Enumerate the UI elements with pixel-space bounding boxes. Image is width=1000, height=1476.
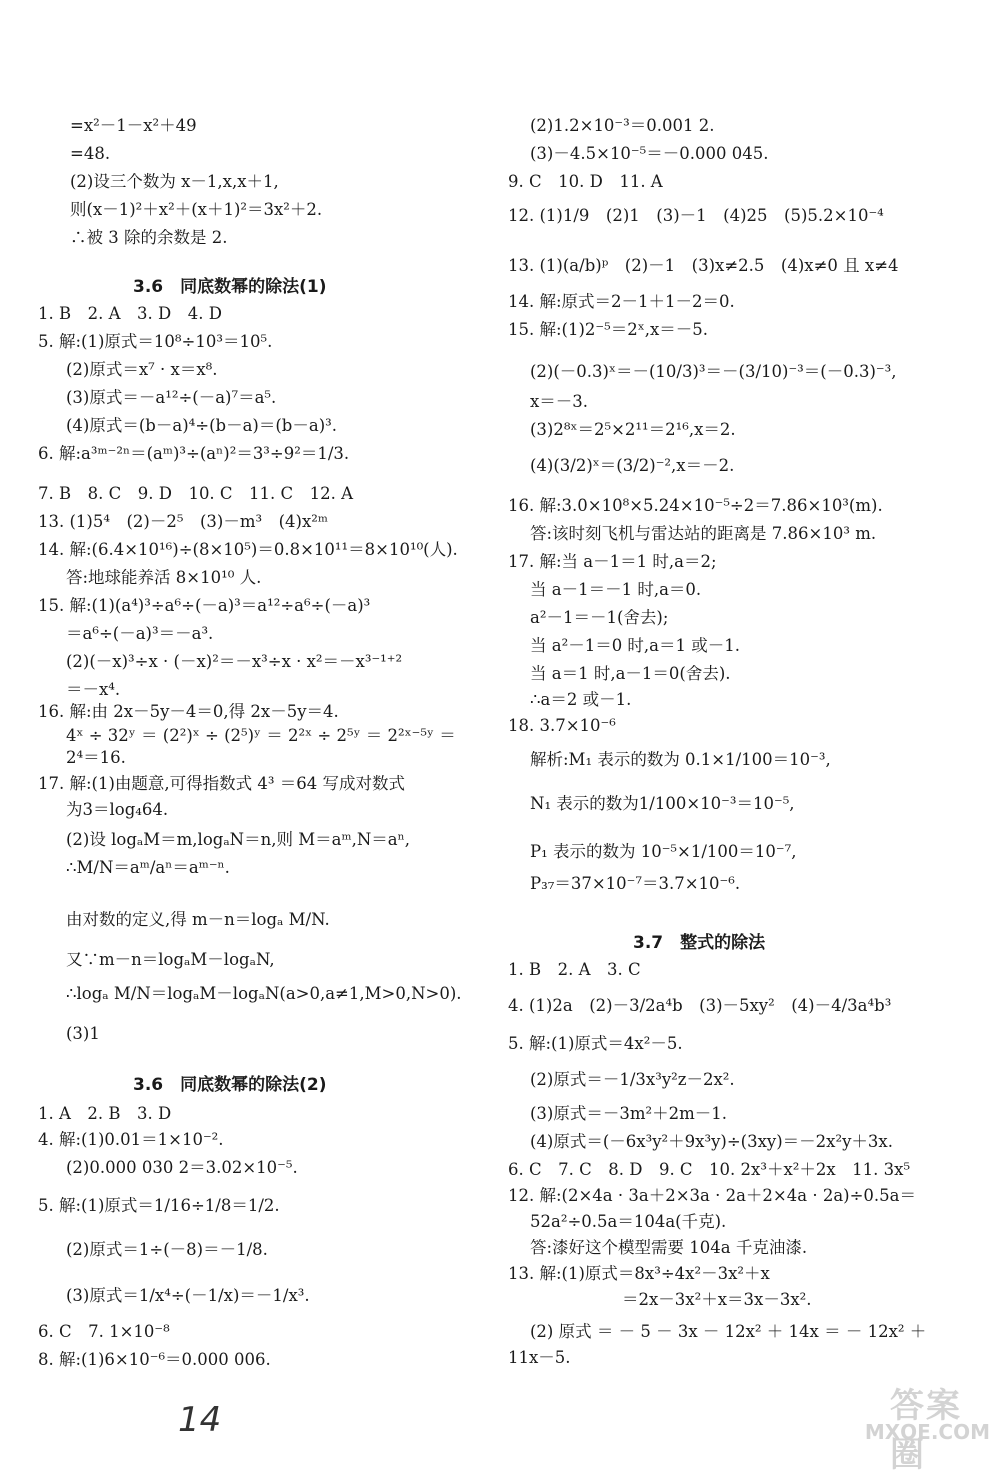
answer-line: (2)(－x)³÷x · (－x)²＝－x³÷x · x²＝－x³⁻¹⁺² bbox=[66, 652, 403, 671]
answer-line: 5. 解:(1)原式＝4x²－5. bbox=[508, 1034, 683, 1053]
answer-line: (4)原式＝(－6x³y²＋9x³y)÷(3xy)＝－2x²y＋3x. bbox=[530, 1132, 893, 1151]
answer-line: 答:地球能养活 8×10¹⁰ 人. bbox=[66, 568, 262, 587]
answer-line: (2)设三个数为 x－1,x,x＋1, bbox=[70, 172, 279, 191]
answer-line: (3)原式＝－a¹²÷(－a)⁷＝a⁵. bbox=[66, 388, 277, 407]
answer-line: 解析:M₁ 表示的数为 0.1×1/100＝10⁻³, bbox=[530, 750, 831, 769]
answer-line: 1. A 2. B 3. D bbox=[38, 1104, 172, 1123]
answer-line: =x²－1－x²＋49 bbox=[70, 116, 197, 135]
answer-line: 2⁴＝16. bbox=[66, 748, 126, 767]
answer-line: 1. B 2. A 3. C bbox=[508, 960, 641, 979]
answer-line: 13. (1)5⁴ (2)－2⁵ (3)－m³ (4)x²ᵐ bbox=[38, 512, 328, 531]
answer-line: 16. 解:3.0×10⁸×5.24×10⁻⁵÷2＝7.86×10³(m). bbox=[508, 496, 883, 515]
answer-line: 16. 解:由 2x－5y－4＝0,得 2x－5y＝4. bbox=[38, 702, 339, 721]
answer-line: 又∵m－n＝logₐM－logₐN, bbox=[66, 950, 275, 969]
answer-line: P₁ 表示的数为 10⁻⁵×1/100＝10⁻⁷, bbox=[530, 842, 797, 861]
answer-line: 7. B 8. C 9. D 10. C 11. C 12. A bbox=[38, 484, 354, 503]
answer-line: (4)(3/2)ˣ＝(3/2)⁻²,x＝－2. bbox=[530, 456, 735, 475]
answer-line: 5. 解:(1)原式＝10⁸÷10³＝10⁵. bbox=[38, 332, 273, 351]
answer-line: 4ˣ ÷ 32ʸ ＝ (2²)ˣ ÷ (2⁵)ʸ ＝ 2²ˣ ÷ 2⁵ʸ ＝ 2²ˣ⁻⁵ʸ ＝ bbox=[66, 726, 456, 745]
answer-line: 答:该时刻飞机与雷达站的距离是 7.86×10³ m. bbox=[530, 524, 877, 543]
answer-line: 1. B 2. A 3. D 4. D bbox=[38, 304, 222, 323]
answer-line: 12. 解:(2×4a · 3a＋2×3a · 2a＋2×4a · 2a)÷0.5a＝ bbox=[508, 1186, 917, 1205]
answer-line: ∴logₐ M/N＝logₐM－logₐN(a>0,a≠1,M>0,N>0). bbox=[66, 984, 462, 1003]
answer-line: ∴被 3 除的余数是 2. bbox=[70, 228, 228, 247]
answer-line: (2)0.000 030 2＝3.02×10⁻⁵. bbox=[66, 1158, 298, 1177]
answer-line: (2) 原式 ＝ － 5 － 3x － 12x² ＋ 14x ＝ － 12x² ＋ bbox=[530, 1322, 927, 1341]
answer-line: ＝2x－3x²＋x＝3x－3x². bbox=[622, 1290, 812, 1309]
answer-line: a²－1＝－1(舍去); bbox=[530, 608, 669, 627]
answer-line: 5. 解:(1)原式＝1/16÷1/8＝1/2. bbox=[38, 1196, 280, 1215]
answer-line: 则(x－1)²＋x²＋(x＋1)²＝3x²＋2. bbox=[70, 200, 323, 219]
answer-line: 9. C 10. D 11. A bbox=[508, 172, 663, 191]
answer-line: =48. bbox=[70, 144, 111, 163]
answer-line: (2)原式＝－1/3x³y²z－2x². bbox=[530, 1070, 735, 1089]
answer-line: 答:漆好这个模型需要 104a 千克油漆. bbox=[530, 1238, 808, 1257]
answer-line: 15. 解:(1)2⁻⁵＝2ˣ,x＝－5. bbox=[508, 320, 709, 339]
answer-line: N₁ 表示的数为1/100×10⁻³＝10⁻⁵, bbox=[530, 794, 795, 813]
answer-line: (2)原式＝1÷(－8)＝－1/8. bbox=[66, 1240, 268, 1259]
page-number: 14 bbox=[178, 1400, 222, 1440]
answer-line: ＝－x⁴. bbox=[66, 680, 121, 699]
answer-line: 14. 解:(6.4×10¹⁶)÷(8×10⁵)＝0.8×10¹¹＝8×10¹⁰(人). bbox=[38, 540, 458, 559]
answer-line: 由对数的定义,得 m－n＝logₐ M/N. bbox=[66, 910, 330, 929]
answer-line: 14. 解:原式＝2－1＋1－2＝0. bbox=[508, 292, 735, 311]
answer-line: 4. 解:(1)0.01＝1×10⁻². bbox=[38, 1130, 224, 1149]
answer-line: 18. 3.7×10⁻⁶ bbox=[508, 716, 616, 735]
answer-line: 4. (1)2a (2)－3/2a⁴b (3)－5xy² (4)－4/3a⁴b³ bbox=[508, 996, 892, 1015]
answer-line: (3)原式＝－3m²＋2m－1. bbox=[530, 1104, 728, 1123]
answer-line: (2)原式＝x⁷ · x＝x⁸. bbox=[66, 360, 218, 379]
answer-line: (2)设 logₐM＝m,logₐN＝n,则 M＝aᵐ,N＝aⁿ, bbox=[66, 830, 410, 849]
answer-line: (2)1.2×10⁻³＝0.001 2. bbox=[530, 116, 715, 135]
answer-line: 6. C 7. 1×10⁻⁸ bbox=[38, 1322, 170, 1341]
answer-line: 6. 解:a³ᵐ⁻²ⁿ＝(aᵐ)³÷(aⁿ)²＝3³÷9²＝1/3. bbox=[38, 444, 350, 463]
answer-line: 15. 解:(1)(a⁴)³÷a⁶÷(－a)³＝a¹²÷a⁶÷(－a)³ bbox=[38, 596, 371, 615]
answer-line: ＝a⁶÷(－a)³＝－a³. bbox=[66, 624, 214, 643]
answer-line: 为3＝log₄64. bbox=[66, 800, 169, 819]
answer-line: 17. 解:(1)由题意,可得指数式 4³ ＝64 写成对数式 bbox=[38, 774, 406, 793]
answer-line: 12. (1)1/9 (2)1 (3)－1 (4)25 (5)5.2×10⁻⁴ bbox=[508, 206, 884, 225]
answer-line: (3)原式＝1/x⁴÷(－1/x)＝－1/x³. bbox=[66, 1286, 310, 1305]
answer-line: 17. 解:当 a－1＝1 时,a＝2; bbox=[508, 552, 717, 571]
section-heading: 3.7 整式的除法 bbox=[633, 933, 766, 953]
answer-line: 8. 解:(1)6×10⁻⁶＝0.000 006. bbox=[38, 1350, 271, 1369]
answer-line: 当 a＝1 时,a－1＝0(舍去). bbox=[530, 664, 731, 683]
answer-line: 13. 解:(1)原式＝8x³÷4x²－3x²＋x bbox=[508, 1264, 770, 1283]
watermark-title: 答案圈 bbox=[890, 1386, 962, 1475]
answer-line: 52a²÷0.5a＝104a(千克). bbox=[530, 1212, 727, 1231]
answer-line: 11x－5. bbox=[508, 1348, 571, 1367]
section-heading: 3.6 同底数幂的除法(1) bbox=[133, 277, 327, 297]
answer-line: ∴a＝2 或－1. bbox=[530, 690, 632, 709]
watermark-logo bbox=[850, 1378, 990, 1475]
answer-line: 6. C 7. C 8. D 9. C 10. 2x³＋x²＋2x 11. 3x⁵ bbox=[508, 1160, 911, 1179]
answer-line: 13. (1)(a/b)ᵖ (2)－1 (3)x≠2.5 (4)x≠0 且 x≠4 bbox=[508, 256, 899, 275]
section-heading: 3.6 同底数幂的除法(2) bbox=[133, 1075, 327, 1095]
answer-line: (4)原式＝(b－a)⁴÷(b－a)＝(b－a)³. bbox=[66, 416, 337, 435]
answer-line: (3)－4.5×10⁻⁵＝－0.000 045. bbox=[530, 144, 769, 163]
answer-line: (2)(－0.3)ˣ＝－(10/3)³＝－(3/10)⁻³＝(－0.3)⁻³, bbox=[530, 362, 897, 381]
watermark-domain: MXQE.COM bbox=[864, 1420, 990, 1444]
answer-line: P₃₇＝37×10⁻⁷＝3.7×10⁻⁶. bbox=[530, 874, 741, 893]
answer-line: 当 a²－1＝0 时,a＝1 或－1. bbox=[530, 636, 741, 655]
answer-line: x＝－3. bbox=[530, 392, 589, 411]
answer-line: (3)1 bbox=[66, 1024, 100, 1043]
answer-line: (3)2⁸ˣ＝2⁵×2¹¹＝2¹⁶,x＝2. bbox=[530, 420, 736, 439]
answer-line: ∴M/N＝aᵐ/aⁿ＝aᵐ⁻ⁿ. bbox=[66, 858, 230, 877]
answer-line: 当 a－1＝－1 时,a＝0. bbox=[530, 580, 702, 599]
